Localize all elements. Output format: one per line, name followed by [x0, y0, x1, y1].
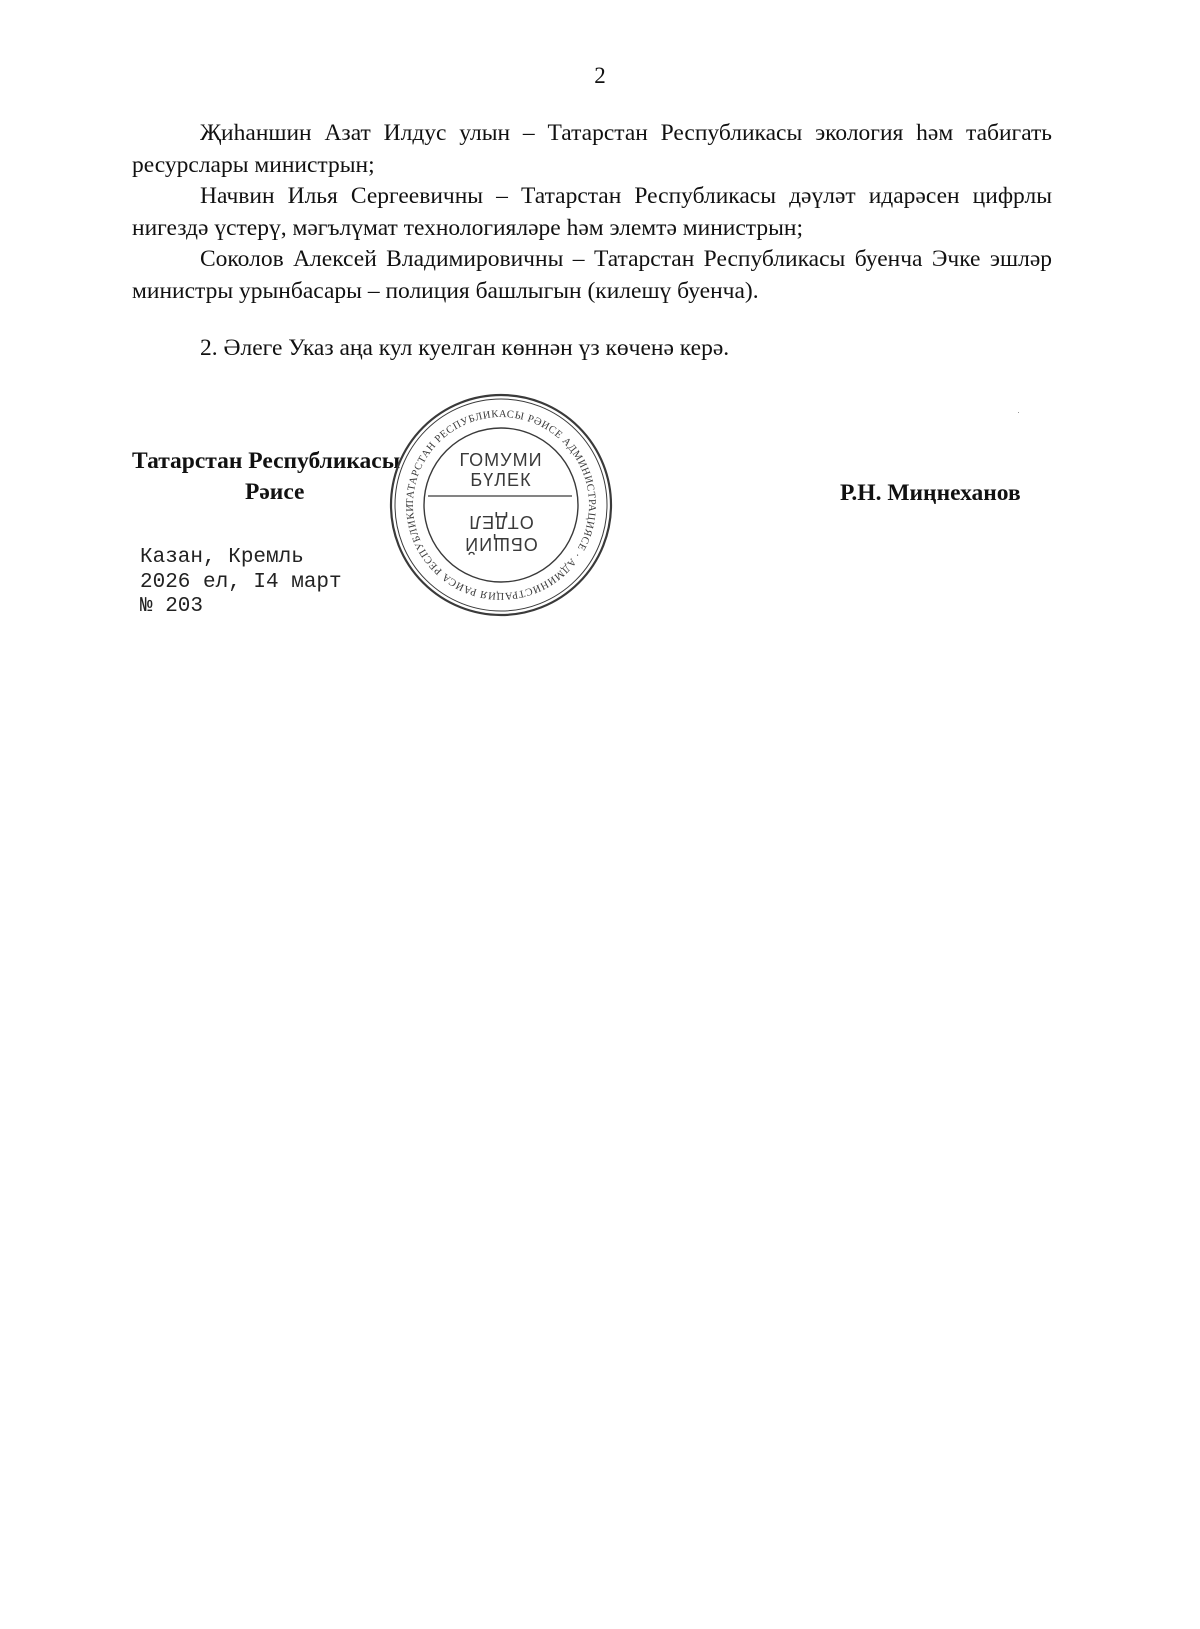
appointment-paragraph-police: Соколов Алексей Владимировичны – Татарстан Республикасы буенча Эчке эшләр министры урынбасары – полиция башлыгын (килешү буенча).	[132, 246, 1052, 304]
decree-number: № 203	[140, 595, 204, 618]
seal-center-bottom-2: ОБЩИЙ	[464, 534, 538, 554]
decree-date: 2026 ел, I4 март	[140, 570, 342, 594]
signer-position-line2: Рәисе	[245, 479, 305, 505]
seal-outer-ring-inner	[395, 399, 607, 611]
signer-position-line1: Татарстан Республикасы	[132, 448, 401, 474]
appointment-paragraph-digital: Начвин Илья Сергеевичны – Татарстан Республикасы дәүләт идарәсен цифрлы нигездә үстерү, мәгълүмат технологияләре һәм элемтә министрын;	[132, 183, 1052, 241]
official-seal-stamp	[388, 392, 614, 618]
scan-dot-artifact	[1018, 412, 1019, 413]
seal-center-bottom-1: ОТДЕЛ	[468, 512, 534, 532]
appointment-paragraph-ecology: Җиһаншин Азат Илдус улын – Татарстан Республикасы экология һәм табигать ресурслары министрын;	[132, 120, 1052, 178]
place-date-number	[140, 546, 342, 620]
seal-center-top-1: ГОМУМИ	[459, 450, 543, 470]
effective-date-clause: 2. Әлеге Указ аңа кул куелган көннән үз көченә керә.	[200, 335, 730, 361]
seal-ring-text: ТАТАРСТАН РЕСПУБЛИКАСЫ РӘИСЕ АДМИНИСТРАЦИЯСЕ · АДМИНИСТРАЦИЯ РАИСА РЕСПУБЛИКИ	[404, 408, 598, 602]
signer-name: Р.Н. Миңнеханов	[840, 480, 1021, 506]
decree-body	[132, 118, 1052, 365]
seal-graphic	[388, 392, 614, 618]
place-city: Казан, Кремль	[140, 546, 304, 569]
seal-center-top-2: БҮЛЕК	[470, 470, 532, 490]
page-number: 2	[594, 63, 606, 88]
